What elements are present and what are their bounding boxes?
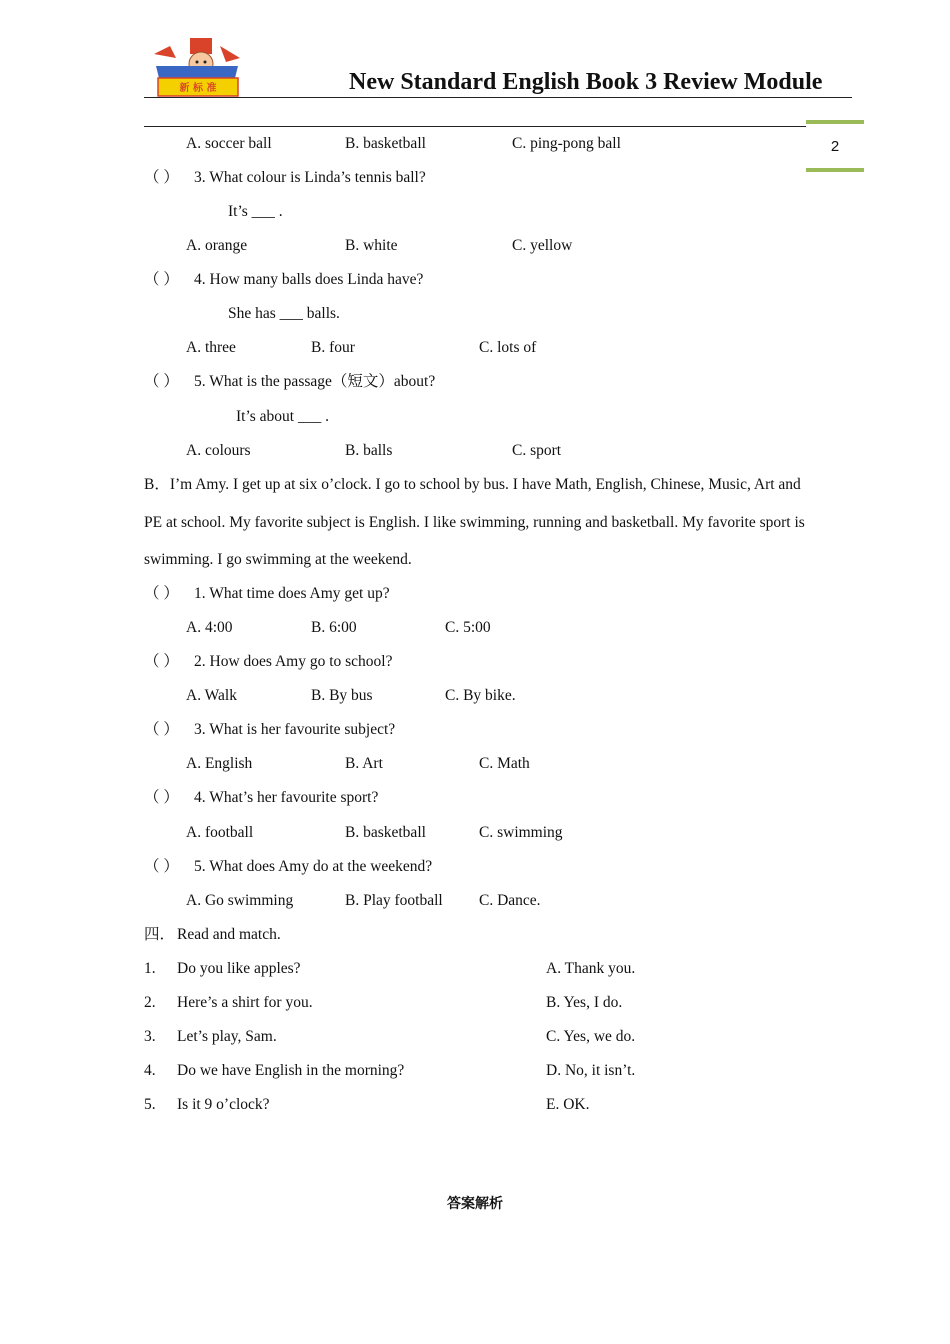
option: C. By bike. bbox=[445, 687, 516, 704]
match-number: 3. bbox=[144, 1028, 156, 1045]
answer-bracket[interactable]: （ ） bbox=[144, 373, 179, 390]
match-response: C. Yes, we do. bbox=[546, 1028, 636, 1045]
option: B. basketball bbox=[345, 824, 426, 841]
match-number: 2. bbox=[144, 994, 156, 1011]
option: C. swimming bbox=[479, 824, 563, 841]
answer-bracket[interactable]: （ ） bbox=[144, 653, 179, 670]
match-number: 1. bbox=[144, 960, 156, 977]
match-prompt: Do you like apples? bbox=[177, 960, 301, 977]
question-text: 4. What’s her favourite sport? bbox=[194, 789, 379, 806]
section-number: 四． bbox=[144, 926, 176, 943]
match-prompt: Do we have English in the morning? bbox=[177, 1062, 405, 1079]
page-header-title: New Standard English Book 3 Review Module bbox=[349, 69, 823, 95]
answer-bracket[interactable]: （ ） bbox=[144, 585, 179, 602]
match-prompt: Let’s play, Sam. bbox=[177, 1028, 277, 1045]
option: A. soccer ball bbox=[186, 135, 272, 152]
question-text: 3. What colour is Linda’s tennis ball? bbox=[194, 169, 426, 186]
option: C. 5:00 bbox=[445, 619, 491, 636]
option: C. Dance. bbox=[479, 892, 541, 909]
option: B. white bbox=[345, 237, 398, 254]
option: C. lots of bbox=[479, 339, 537, 356]
option: A. Go swimming bbox=[186, 892, 294, 909]
question-text: 5. What is the passage（短文）about? bbox=[194, 373, 436, 390]
question-text: 3. What is her favourite subject? bbox=[194, 721, 396, 738]
answer-line: It’s about ___ . bbox=[236, 408, 329, 425]
publisher-logo bbox=[150, 36, 244, 98]
question-text: 1. What time does Amy get up? bbox=[194, 585, 390, 602]
option: C. ping-pong ball bbox=[512, 135, 621, 152]
option: A. colours bbox=[186, 442, 251, 459]
answer-line: It’s ___ . bbox=[228, 203, 283, 220]
option: B. Play football bbox=[345, 892, 443, 909]
option: A. 4:00 bbox=[186, 619, 233, 636]
option: B. four bbox=[311, 339, 355, 356]
answer-bracket[interactable]: （ ） bbox=[144, 789, 179, 806]
question-text: 4. How many balls does Linda have? bbox=[194, 271, 424, 288]
option: B. 6:00 bbox=[311, 619, 357, 636]
option: A. English bbox=[186, 755, 253, 772]
answer-bracket[interactable]: （ ） bbox=[144, 169, 179, 186]
option: B. By bus bbox=[311, 687, 373, 704]
match-response: B. Yes, I do. bbox=[546, 994, 623, 1011]
option: C. yellow bbox=[512, 237, 573, 254]
match-response: A. Thank you. bbox=[546, 960, 636, 977]
option: B. Art bbox=[345, 755, 383, 772]
page-number: 2 bbox=[830, 138, 840, 155]
answer-bracket[interactable]: （ ） bbox=[144, 721, 179, 738]
option: B. balls bbox=[345, 442, 393, 459]
match-number: 5. bbox=[144, 1096, 156, 1113]
answer-bracket[interactable]: （ ） bbox=[144, 858, 179, 875]
question-text: 2. How does Amy go to school? bbox=[194, 653, 393, 670]
option: B. basketball bbox=[345, 135, 426, 152]
answer-line: She has ___ balls. bbox=[228, 305, 340, 322]
option: A. Walk bbox=[186, 687, 237, 704]
match-response: D. No, it isn’t. bbox=[546, 1062, 636, 1079]
logo-text: 新 标 准 bbox=[179, 83, 217, 94]
match-prompt: Is it 9 o’clock? bbox=[177, 1096, 270, 1113]
option: A. three bbox=[186, 339, 236, 356]
question-text: 5. What does Amy do at the weekend? bbox=[194, 858, 433, 875]
option: C. Math bbox=[479, 755, 530, 772]
header-rule bbox=[144, 97, 852, 98]
answer-key-heading: 答案解析 bbox=[447, 1197, 503, 1212]
reading-passage: B．I’m Amy. I get up at six o’clock. I go to school by bus. I have Math, English, Chinese, Music, Art and PE at school. My favorite subject is English. I like swimming, running and basketball. My favorite sport is swimming. I go swimming at the weekend. bbox=[144, 476, 805, 568]
match-prompt: Here’s a shirt for you. bbox=[177, 994, 313, 1011]
content-top-rule bbox=[144, 126, 806, 127]
option: A. football bbox=[186, 824, 254, 841]
option: C. sport bbox=[512, 442, 562, 459]
match-number: 4. bbox=[144, 1062, 156, 1079]
section-title: Read and match. bbox=[177, 926, 281, 943]
match-response: E. OK. bbox=[546, 1096, 590, 1113]
option: A. orange bbox=[186, 237, 248, 254]
answer-bracket[interactable]: （ ） bbox=[144, 271, 179, 288]
page-number-box bbox=[806, 120, 864, 172]
